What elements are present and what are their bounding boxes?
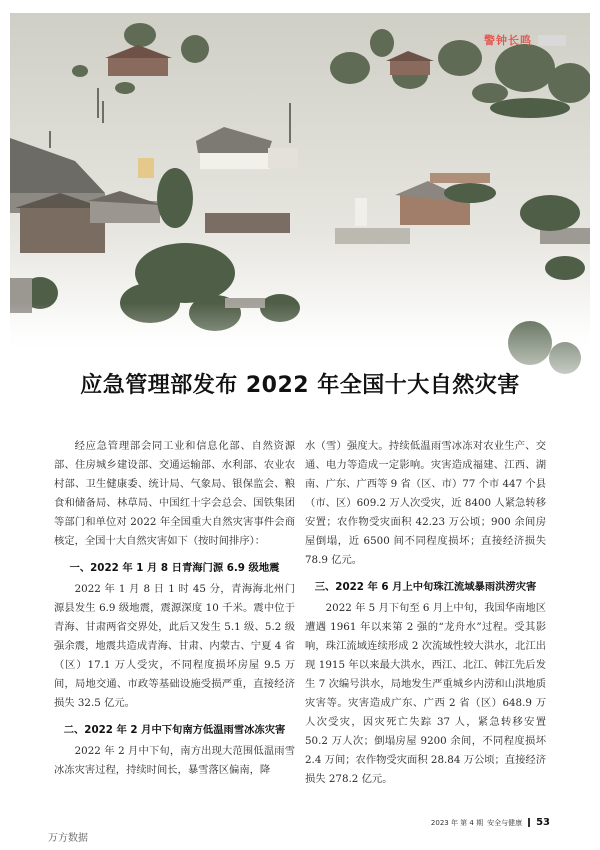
section-text-continued: 水（雪）强度大。持续低温雨雪冰冻对农业生产、交通、电力等造成一定影响。灾害造成福建、江西、湖南、广东、广西等 9 省（区、市）77 个市 447 个县（市、区）609.2 万人次受灾，近 8400 人紧急转移安置；农作物受灾面积 42.23 万公顷；900 余间房屋倒塌，近 6500 间不同程度损坏；直接经济损失 78.9 亿元。 bbox=[305, 440, 547, 566]
flood-scene-illustration bbox=[10, 13, 590, 408]
footer-divider bbox=[528, 818, 530, 827]
hero-photo bbox=[10, 13, 590, 408]
section-heading: 二、2022 年 2 月中下旬南方低温雨雪冰冻灾害 bbox=[63, 724, 286, 736]
page-footer bbox=[431, 817, 550, 828]
column-tag bbox=[484, 29, 590, 51]
article-title: 应急管理部发布 2022 年全国十大自然灾害 bbox=[80, 373, 520, 398]
section-text: 2022 年 2 月中下旬，南方出现大范围低温雨雪冰冻灾害过程，持续时间长，暴雪落区偏南，降 bbox=[54, 745, 295, 776]
journal-name: 安全与健康 bbox=[487, 818, 523, 827]
section-text: 2022 年 1 月 8 日 1 时 45 分，青海海北州门源县发生 6.9 级地震，震源深度 10 千米。震中位于青海、甘肃两省交界处，此后又发生 5.1 级、5.2 级强余震，地震共造成青海、甘肃、内蒙古、宁夏 4 省（区）17.1 万人受灾，不同程度损坏房屋 9.5 万间，局地交通、市政等基础设施受损严重，直接经济损失 32.5 亿元。 bbox=[54, 583, 295, 709]
section-heading: 三、2022 年 6 月上中旬珠江流域暴雨洪涝灾害 bbox=[314, 581, 537, 593]
article-column-left bbox=[54, 437, 295, 780]
section-text: 2022 年 5 月下旬至 6 月上中旬，我国华南地区遭遇 1961 年以来第 2 强的“龙舟水”过程。受其影响，珠江流域连续形成 2 次流域性较大洪水，北江出现 1915 年以来最大洪水，西江、北江、韩江先后发生 7 次编号洪水，局地发生严重城乡内涝和山洪地质灾害等。灾害造成广东、广西 2 省（区）648.9 万人次受灾，因灾死亡失踪 37 人，紧急转移安置 50.2 万人次；倒塌房屋 9200 余间，不同程度损坏 2.4 万间；农作物受灾面积 28.84 万公顷；直接经济损失 278.2 亿元。 bbox=[305, 602, 547, 785]
section-heading: 一、2022 年 1 月 8 日青海门源 6.9 级地震 bbox=[69, 562, 280, 574]
issue-label: 2023 年 第 4 期 bbox=[430, 818, 484, 827]
article-column-right bbox=[305, 437, 546, 789]
watermark: 万方数据 bbox=[48, 833, 88, 844]
column-tag-bar bbox=[538, 35, 566, 46]
column-tag-label: 警钟长鸣 bbox=[484, 34, 532, 47]
page-number: 53 bbox=[536, 817, 550, 828]
article-intro: 经应急管理部会同工业和信息化部、自然资源部、住房城乡建设部、交通运输部、水利部、农业农村部、卫生健康委、统计局、气象局、银保监会、粮食和储备局、林草局、中国红十字会总会、国铁集团等部门和单位对 2022 年全国重大自然灾害事件会商核定，全国十大自然灾害如下（按时间排序）： bbox=[54, 440, 295, 547]
